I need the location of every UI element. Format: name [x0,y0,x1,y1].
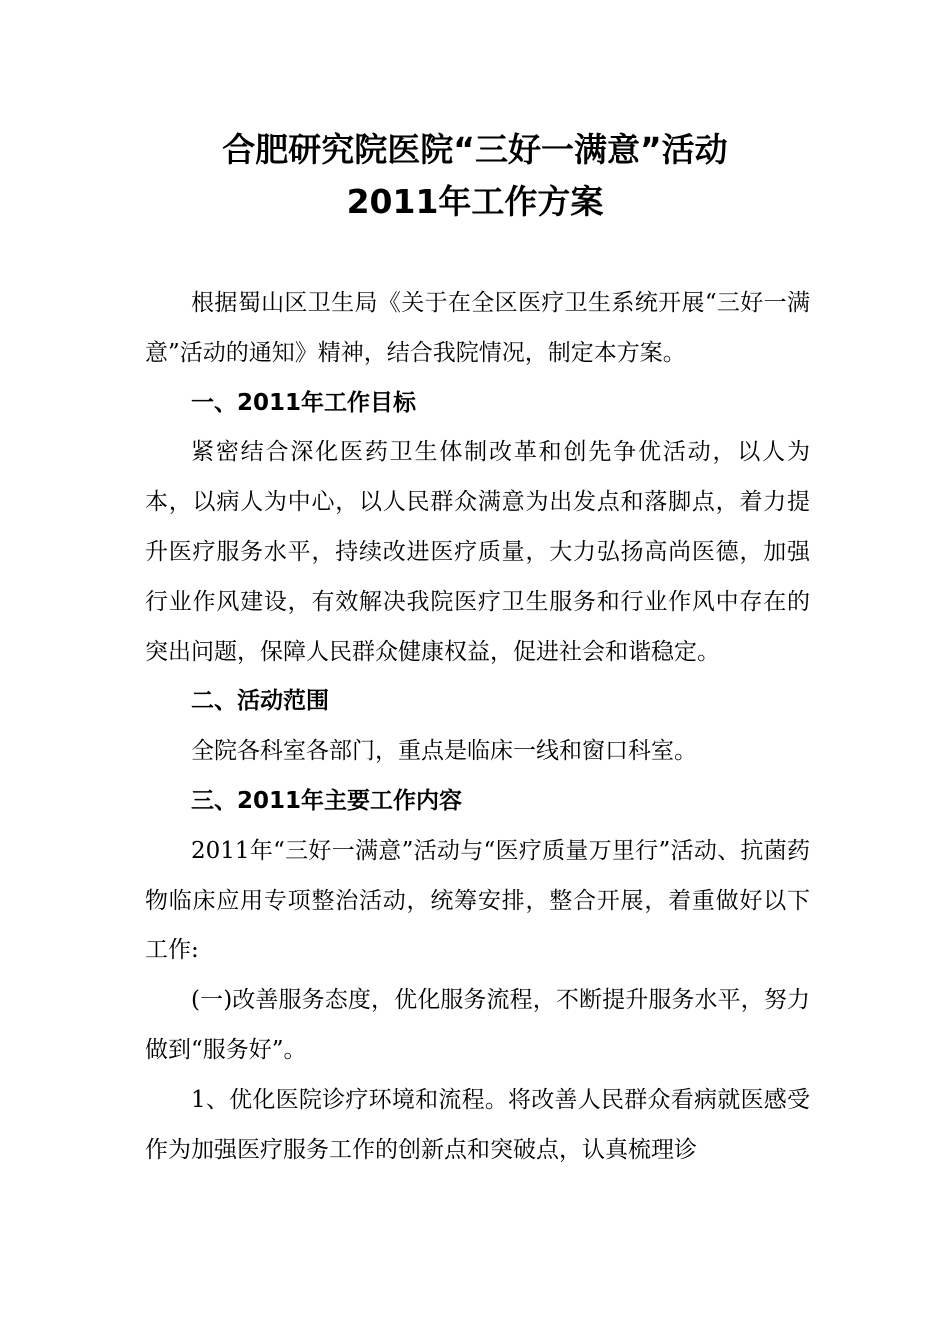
goals-paragraph: 紧密结合深化医药卫生体制改革和创先争优活动，以人为本，以病人为中心，以人民群众满意为出发点和落脚点，着力提升医疗服务水平，持续改进医疗质量，大力弘扬高尚医德，加强行业作风建设，有效解决我院医疗卫生服务和行业作风中存在的突出问题，保障人民群众健康权益，促进社会和谐稳定。 [145,439,810,665]
intro-paragraph: 根据蜀山区卫生局《关于在全区医疗卫生系统开展“三好一满意”活动的通知》精神，结合我院情况，制定本方案。 [145,290,810,366]
section-heading-goals: 一、2011年工作目标 [191,389,417,416]
document-body [145,279,810,1175]
scope-paragraph: 全院各科室各部门，重点是临床一线和窗口科室。 [191,738,697,765]
document-title-line1: 合肥研究院医院“三好一满意”活动 [222,130,728,169]
section-heading-content: 三、2011年主要工作内容 [191,787,463,814]
subsection-paragraph-1: (一)改善服务态度，优化服务流程，不断提升服务水平，努力做到“服务好”。 [145,987,810,1063]
document-title-line2: 2011年工作方案 [346,182,604,221]
content-paragraph: 2011年“三好一满意”活动与“医疗质量万里行”活动、抗菌药物临床应用专项整治活动，统筹安排，整合开展，着重做好以下工作: [145,837,810,964]
item-paragraph-1: 1、优化医院诊疗环境和流程。将改善人民群众看病就医感受作为加强医疗服务工作的创新点和突破点，认真梳理诊 [145,1086,810,1163]
section-heading-scope: 二、活动范围 [191,688,329,715]
